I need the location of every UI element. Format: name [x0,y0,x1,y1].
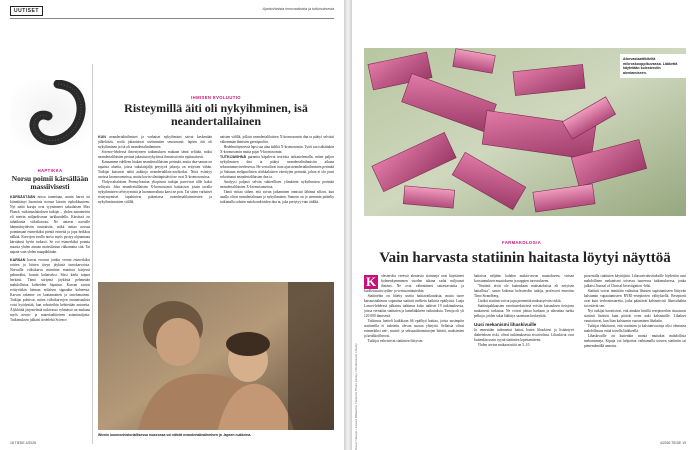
column-divider [92,64,93,444]
right-kicker: FARMAKOLOGIA [502,240,542,245]
main-photo-caption: Wienin luonnonhistoriallisessa museossa voi nähdä neandertalinaihmisen ja -lapsen nukkeina. [98,433,252,437]
left-folio: 18 TIEDE 4/2026 [10,441,36,445]
elephant-trunk-image [10,80,92,150]
right-col2b-p2: Yhden arvion mukaan niitä on 5–10 [477,343,530,347]
right-subhead: Uusi mekanismi lihaskivuille [474,322,537,327]
right-col1-p3: Tutkimus luetteli kaikkiaan 66 epäiltyä haittaa, joista uusimpiin statiineilla ei todetettu olevan suoraa yhteyttä. Sellaisia olivat esimerkiksi uni-, muisti- ja seksuaalitoimintojen häiriöt, maksimien ja keuhkofibroosi. [364,319,464,338]
main-kicker: IHMISEN EVOLUUTIO [191,95,241,100]
main-col2-p3: TUTKIJAVIHNÄ purnnita käpalevia teorioita tarkastelemalla, miten paljon nykyihmisen dna ta päätyi neandertalinihmisiin aikana seksuntumoviseelesessa. He vertailivat tuon ajan neandertalinihmisten perimää ja Saharan eteläpuolisten afrikkalaisten värettyjen perimää, johon ei ole juuri sekoittunut neandertalilaisten dna ta. [220,155,334,179]
main-col2-p4: Analyysi paljasti selvän suhteellisen ylimäärän nykyihmisen perimää neandertalilaisten X-kromosomeissa. [220,180,334,189]
running-head: Ajankohtaista innovaatioista ja tutkimuksesta [262,7,334,11]
right-col1-p2: Statiinehin on liitetty useita haittavaikutuksia, mutta tuore katsaustutkimus vapauttaa statiinit melkein kaikista epäilyistä. Laaja Lancet-lehdessä julkaistu tutkimus koko tutkiset 19 tutkimuksesta, joissa verrattiin statiinien ja lumelääkkeen vaikutuksia. Tietoja oli yli 120 000 ihmisestä. [364,294,464,318]
photo-credit: Kuvat: Naturpl / Juniors Bildarchiv / Science Photo Library / Shutterstock / Alamy [354,343,358,450]
main-col2-p1: naisten välillä, jolloin neandertalilaisten X-kromosomin dna ta päätyi selvästi vähemmän ihmisten geenipooliin. [220,135,334,144]
header-rule [10,18,334,19]
main-col1-p3: Kannamme edelleen hiukan neandertalilaisten perimää, mutta dna-saman on tapaisia alueita, joissa sukulaisjäljä perytyvä jaksoja on erityisen vähän. Tutkijat kutsuvat näitä aukkoja neandertalilais-aavikoiksi. Niitä esiintyy useissa kromosomeissa, mutta kovin silmiinpistäviä ne ovat X-kromosomissa. [98,160,212,179]
right-title: Vain harvasta statiinin haitasta löytyi näyttöä [379,250,671,266]
right-col1-p1: K olesterolia veressä alentavia statiineja ovat käyttäneet kolmenkymmenen vuoden aikana sadat miljoonat ihmiset. Ne ovat vähentäneet sairastavuutta ja kuolleisuutta sydän- ja verisuonitauteihin. [364,274,464,293]
right-column-1 [364,274,464,344]
right-col2-p3: Lisäksi statiinit voivat jopa pienentää maksasyövän riskiä. [477,299,562,303]
right-col3-p2: Statiinit voivat nimittäin vaikuttaa lihasten supistumiseen liittyvän kalsiumin vapautumiseen RYR1-reseptorien välityksellä. Reseptorit ovat kuin verhomostareita, jotka päästävät kalsiumvirit lihassoluihin tai estävät sen. [584,289,686,308]
main-col1-p2: Science-lehdessä ilmestyneen tutkimuksen mukaan tämä selittää, miksi neandertalilaisten perimä jakautuu nykyisissä ihmisissä niin epätasaisesti. [98,150,212,159]
left-page [0,0,344,450]
right-column-2 [474,274,574,348]
neanderthal-figures-photo [98,282,334,430]
side-paragraph-2: KARSAN karvat eroavat jonkin verran esimerkiksi rottien ja hiirten tävyn jäykistä tuntokarvoista. Norsuilla viiksikarva mimittän muottuu kärjessä pehmeäksi, kumin kaltaiseksi. Siksi kärki taipuu herkästi. Tämä siirtymä jäykästä pehmeään mahdollistaa kohteiden hipaisun. Karvan sauvat erittyvätkin hieman erilaisen signaalin kohteesta. Karvan rakenne on laattamainen ja ontelomainen. Tutkijat pohtivat, miten viiksikarvojen ominaisuuksia voisi hyödyntää, kun robotteihin kehitetään antureita. Älykkäitä järjestelmiä tutkivassa ryhmässä on mukana myös neuro- ja materiaalitieteen asiantuntijoita. Tutkimuksen julkaisi tiedelehti Science. [10,258,90,323]
right-col3-p4: Tutkijat ehdottavat, että statiinien ja kalsiumvuotoja olisi olemassa mahdollisuus estää toisella lääkkeellä. [584,324,686,333]
right-col2b-p1: Jo ennestään todennetut haitat, kuten lihaskivut ja lisääntyvä diabeteksen riski, olivat tutkimuksessa sivuroolissa. Lihaskivut ovat kuitenkin usein syynä statiinien lopettamiseen. [474,328,574,342]
main-col2-p2: Hedelmöityneessä lapsi saa aina äidiltä X-kromosomin. Tytöt saa isältäänkin X-kromosomin mutta pojat Y-kromosomin. [220,145,334,154]
right-col3-p5: Lihaskivuille on kuitenkin monia muitakin mahdollisia mekanismeja. Kipuja voi helpottaa vaihtamalla toiseen statiiniin tai pienentämällä annosta. [584,334,686,348]
drop-cap: K [365,274,377,289]
main-col1-p1: KUN neandertalinihmiset ja varhaiset nykyihmiset saivat keskenään jälkeläisiä, roolit jakautuivat useimmiten seuraavasti: lapsen äiti oli nykyihminen ja isä oli neandertalinihminen. [98,135,212,149]
right-column-3 [584,274,686,349]
main-column-2 [220,135,334,205]
main-column-1 [98,135,212,205]
side-title: Norsu poimii kärsällään massiivisesti [11,174,89,192]
right-folio: 4/2026 TIEDE 19 [660,441,686,445]
right-col2-p1: haitoista neljään: kahden maksa-arvon muutokseen, virtsan koostumuksen muutokseen ja nappien turvotukseen. [474,274,574,283]
side-paragraph-1: KÄRSÄSTÄÄN norsu tunnetaan, mutta harva on kiinnittänyt huomiota norsun kärsän vipkokkuuteen. Nyt näitä koruja ovat syynänneet saksalaisen Max Planck -tutkimuslaitoksen tutkijat – yhden nanometrin eli metrin miljardisosan tarkkuudella. Kärsässä on tuhatkunta viiksikarvaa. Ne antavat norsulle hämmästyttävän tuntoaistin, mikä auttaa norsua poimimaan esimerkiksi pieniä esineitä ja jopa heikkoa nälkää. Karvojen avulla norsu myös pystyy ohjaamaan kärsäänsä hyvin tarkasti. Se voi esimerkiksi poimia maasta yhden ainoan maissilastun rikkomatta sitä. Tai napata vain yhden maapähkinän. [10,195,90,255]
side-kicker: HAPTIKKA [37,168,63,173]
right-col2-p4: Statiinipakkausten varoitusteksteissä voisiin katsauksen tietojoen mukaisesti tarkistaa. Ne voivat johtaa harhaan ja aiheuttaa turhia pelkoja, joiden takia lääkitys saatetaan keskeyttää. [474,304,574,318]
right-col1-p4: Tutkijat vahvistivat statiinien liittyvän [367,339,423,343]
page-gutter [344,0,352,450]
main-title: Risteymillä äiti oli nykyihminen, isä neandertalilainen [124,101,308,128]
right-col3-p3: Nyt tutkijat havaitsivat, että ainakin hiirillä reseptoreihin istuutuvat statiinit lisäävät kuin pitävät oven auki kalsiumille. Lihakset vaurioituvat, kun liian kalsiumin vuotaminen lihaksiin. [584,309,686,323]
photo-caption-box: Atorvastaattikiteitä mikroskooppikuvassa. Lääkettä käytetään kolesterolin alentamiseen. [620,54,686,78]
section-tag: UUTISET [10,6,43,16]
main-col1-p4: Yhdysvaltalaisen Pennsylvanian yliopiston tutkijat purevivat tälle kaksi selitystä. Joko neandertalilaisten X-kromosomit haittasivat jotain tavalla nykyihmisten selviytymistä ja luonnonvalinta karsi ne pois. Tai sitten varhaiset risteymymiset tapahtuivat pääasiassa neandertalilaismiesten ja nykyihmisnaisten välillä. [98,180,212,204]
right-col2-p2: "Statiinit eivät ole kuitenkaan maksatoksisia eli erityisen haitallisia", sanoo kokenut kolesterolin tutkija, professori emeritus Timo Strandberg. [474,284,574,298]
main-col2-p5: Tämä viittaa siihen, että suvun jatkaminen onnistui lähinnä silloin, kun analla olivat neandertalinaan ja nykyihminen. Samoin on jo aiemmin päätelty tutkimalla soluien mitokondrioiden dna ta, joka periytyy vain äidiltä. [220,190,334,204]
right-page [352,0,696,450]
right-col3-p1: prosentilla statiinien käyttäjistä. Lihasvaivaluvituksille löydettiin uusi mahdollinen mekanismi toisessa tuoreessa tutkimuksessa, jonka julkaisi Journal of Clinical Investigation -lehti. [584,274,686,288]
